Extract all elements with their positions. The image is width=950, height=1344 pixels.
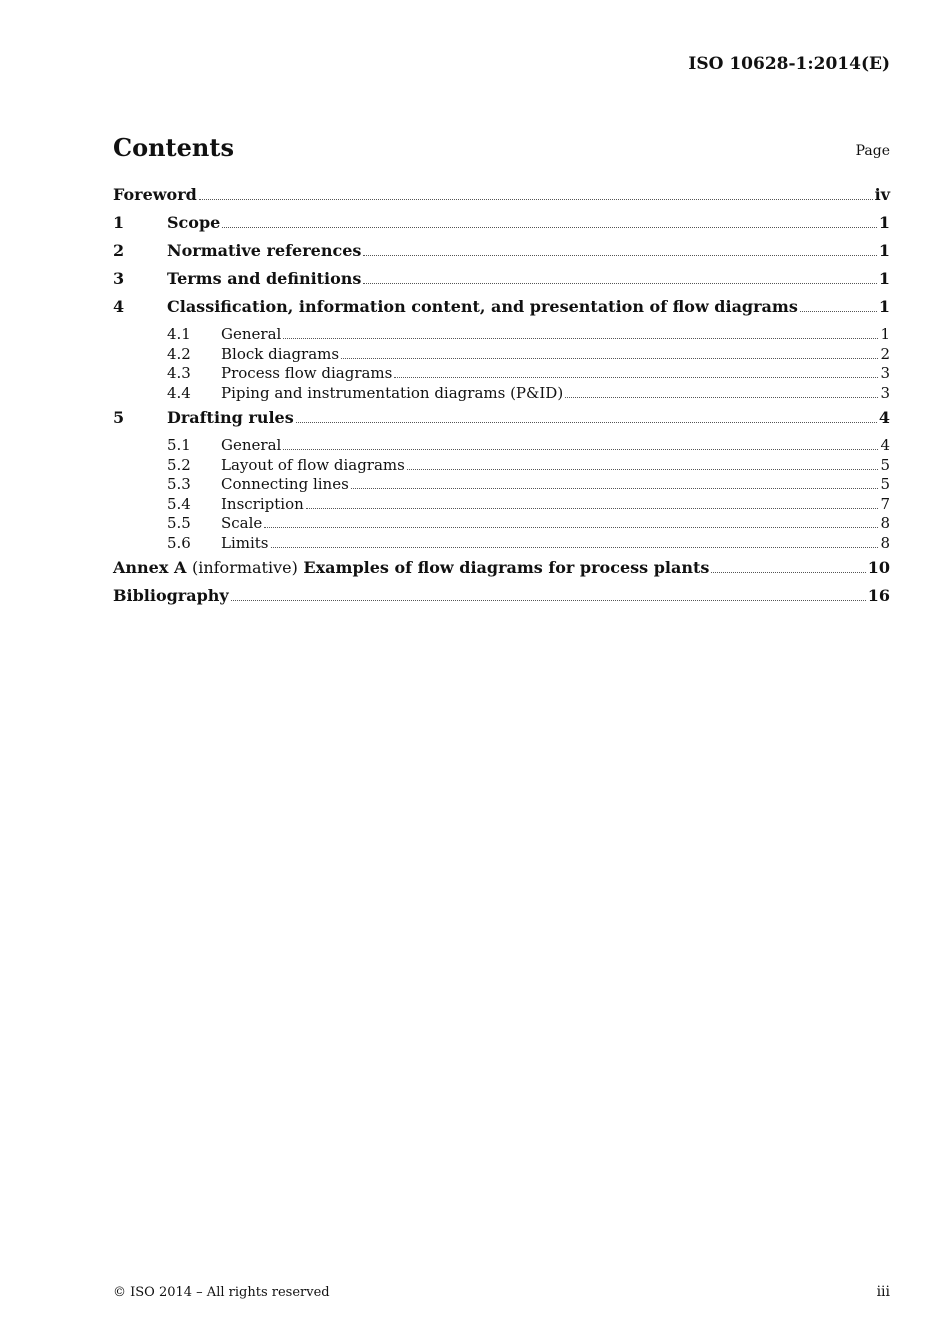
dot-leader: [407, 468, 879, 470]
toc-entry-page: 1: [878, 269, 890, 288]
toc-entry-number: 5.1: [167, 436, 191, 454]
annex-label: Annex A: [113, 558, 187, 577]
dot-leader: [199, 198, 873, 200]
dot-leader: [222, 226, 877, 228]
copyright-notice: © ISO 2014 – All rights reserved: [113, 1285, 330, 1300]
dot-leader: [800, 310, 877, 312]
toc-entry-page: 3: [880, 383, 890, 402]
toc-subentry-4-1[interactable]: [113, 325, 890, 345]
dot-leader: [306, 507, 879, 509]
dot-leader: [711, 571, 865, 573]
toc-entry-title: Normative references: [167, 241, 362, 260]
toc-entry-page: iv: [874, 185, 890, 204]
toc-entry-number: 4.1: [167, 325, 191, 343]
toc-entry-title: Connecting lines: [221, 475, 349, 493]
toc-entry-title: [113, 558, 709, 577]
document-id: ISO 10628-1:2014(E): [688, 54, 890, 74]
toc-entry-classification[interactable]: [113, 297, 890, 325]
dot-leader: [296, 421, 877, 423]
toc-entry-title: Block diagrams: [221, 344, 340, 363]
toc-entry-title: Limits: [221, 533, 269, 552]
toc-entry-page: 5: [880, 455, 890, 474]
toc-entry-drafting-rules[interactable]: [113, 408, 890, 436]
toc-subentry-4-2[interactable]: [113, 345, 890, 365]
contents-heading: Contents: [113, 133, 234, 162]
toc-subentry-5-1[interactable]: [113, 436, 890, 456]
toc-entry-scope[interactable]: [113, 213, 890, 241]
toc-subentry-5-6[interactable]: [113, 534, 890, 554]
toc-entry-title: Inscription: [221, 494, 304, 513]
toc-entry-number: 4.4: [167, 383, 191, 402]
dot-leader: [394, 376, 878, 378]
toc-subentry-5-3[interactable]: [113, 475, 890, 495]
toc-entry-title: Classification, information content, and presentation of flow diagrams: [167, 297, 798, 316]
toc-entry-number: 4: [113, 297, 125, 316]
dot-leader: [363, 282, 876, 284]
toc-entry-number: 5.3: [167, 475, 191, 493]
toc-entry-terms-and-definitions[interactable]: [113, 269, 890, 297]
toc-subentry-5-4[interactable]: [113, 495, 890, 515]
toc-subentry-4-3[interactable]: [113, 364, 890, 384]
toc-entry-page: 16: [867, 586, 890, 605]
toc-entry-foreword[interactable]: [113, 185, 890, 213]
toc-entry-annex-a[interactable]: [113, 558, 890, 586]
dot-leader: [341, 357, 878, 359]
toc-entry-title: Piping and instrumentation diagrams (P&ID): [221, 383, 564, 402]
toc-entry-page: 1: [880, 325, 890, 343]
dot-leader: [283, 337, 878, 339]
table-of-contents: [113, 185, 890, 614]
toc-entry-number: 5: [113, 408, 125, 427]
toc-entry-number: 5.6: [167, 533, 191, 552]
toc-entry-page: 1: [878, 297, 890, 316]
dot-leader: [565, 396, 878, 398]
toc-entry-page: 8: [880, 533, 890, 552]
toc-entry-number: 4.2: [167, 344, 191, 363]
page-column-label: Page: [855, 143, 890, 159]
toc-entry-page: 5: [880, 475, 890, 493]
toc-entry-page: 4: [880, 436, 890, 454]
toc-entry-number: 4.3: [167, 364, 191, 382]
toc-entry-page: 10: [867, 558, 890, 577]
toc-entry-title: Foreword: [113, 185, 197, 204]
annex-type: (informative): [191, 558, 298, 577]
toc-entry-page: 7: [880, 494, 890, 513]
toc-entry-title: General: [221, 325, 282, 343]
toc-subentry-5-2[interactable]: [113, 456, 890, 476]
toc-entry-title: General: [221, 436, 282, 454]
toc-entry-title: Bibliography: [113, 586, 229, 605]
toc-entry-normative-references[interactable]: [113, 241, 890, 269]
toc-entry-bibliography[interactable]: [113, 586, 890, 614]
toc-subentry-5-5[interactable]: [113, 514, 890, 534]
dot-leader: [271, 546, 879, 548]
toc-entry-title: Drafting rules: [167, 408, 294, 427]
toc-entry-page: 3: [880, 364, 890, 382]
toc-entry-number: 5.4: [167, 494, 191, 513]
toc-entry-title: Scope: [167, 213, 221, 232]
dot-leader: [363, 254, 876, 256]
toc-entry-page: 4: [878, 408, 890, 427]
toc-entry-page: 1: [878, 241, 890, 260]
toc-entry-title: Layout of flow diagrams: [221, 455, 405, 474]
dot-leader: [264, 526, 878, 528]
toc-entry-number: 1: [113, 213, 125, 232]
page-number: iii: [876, 1284, 890, 1300]
dot-leader: [283, 448, 878, 450]
toc-entry-number: 3: [113, 269, 125, 288]
toc-entry-page: 1: [878, 213, 890, 232]
toc-entry-page: 2: [880, 344, 890, 363]
dot-leader: [231, 599, 866, 601]
toc-entry-page: 8: [880, 514, 890, 532]
toc-entry-number: 2: [113, 241, 125, 260]
dot-leader: [351, 487, 879, 489]
toc-entry-number: 5.2: [167, 455, 191, 474]
annex-title: Examples of flow diagrams for process plants: [303, 558, 710, 577]
toc-entry-title: Scale: [221, 514, 263, 532]
toc-entry-number: 5.5: [167, 514, 191, 532]
toc-subentry-4-4[interactable]: [113, 384, 890, 404]
toc-entry-title: Process flow diagrams: [221, 364, 393, 382]
toc-entry-title: Terms and definitions: [167, 269, 362, 288]
